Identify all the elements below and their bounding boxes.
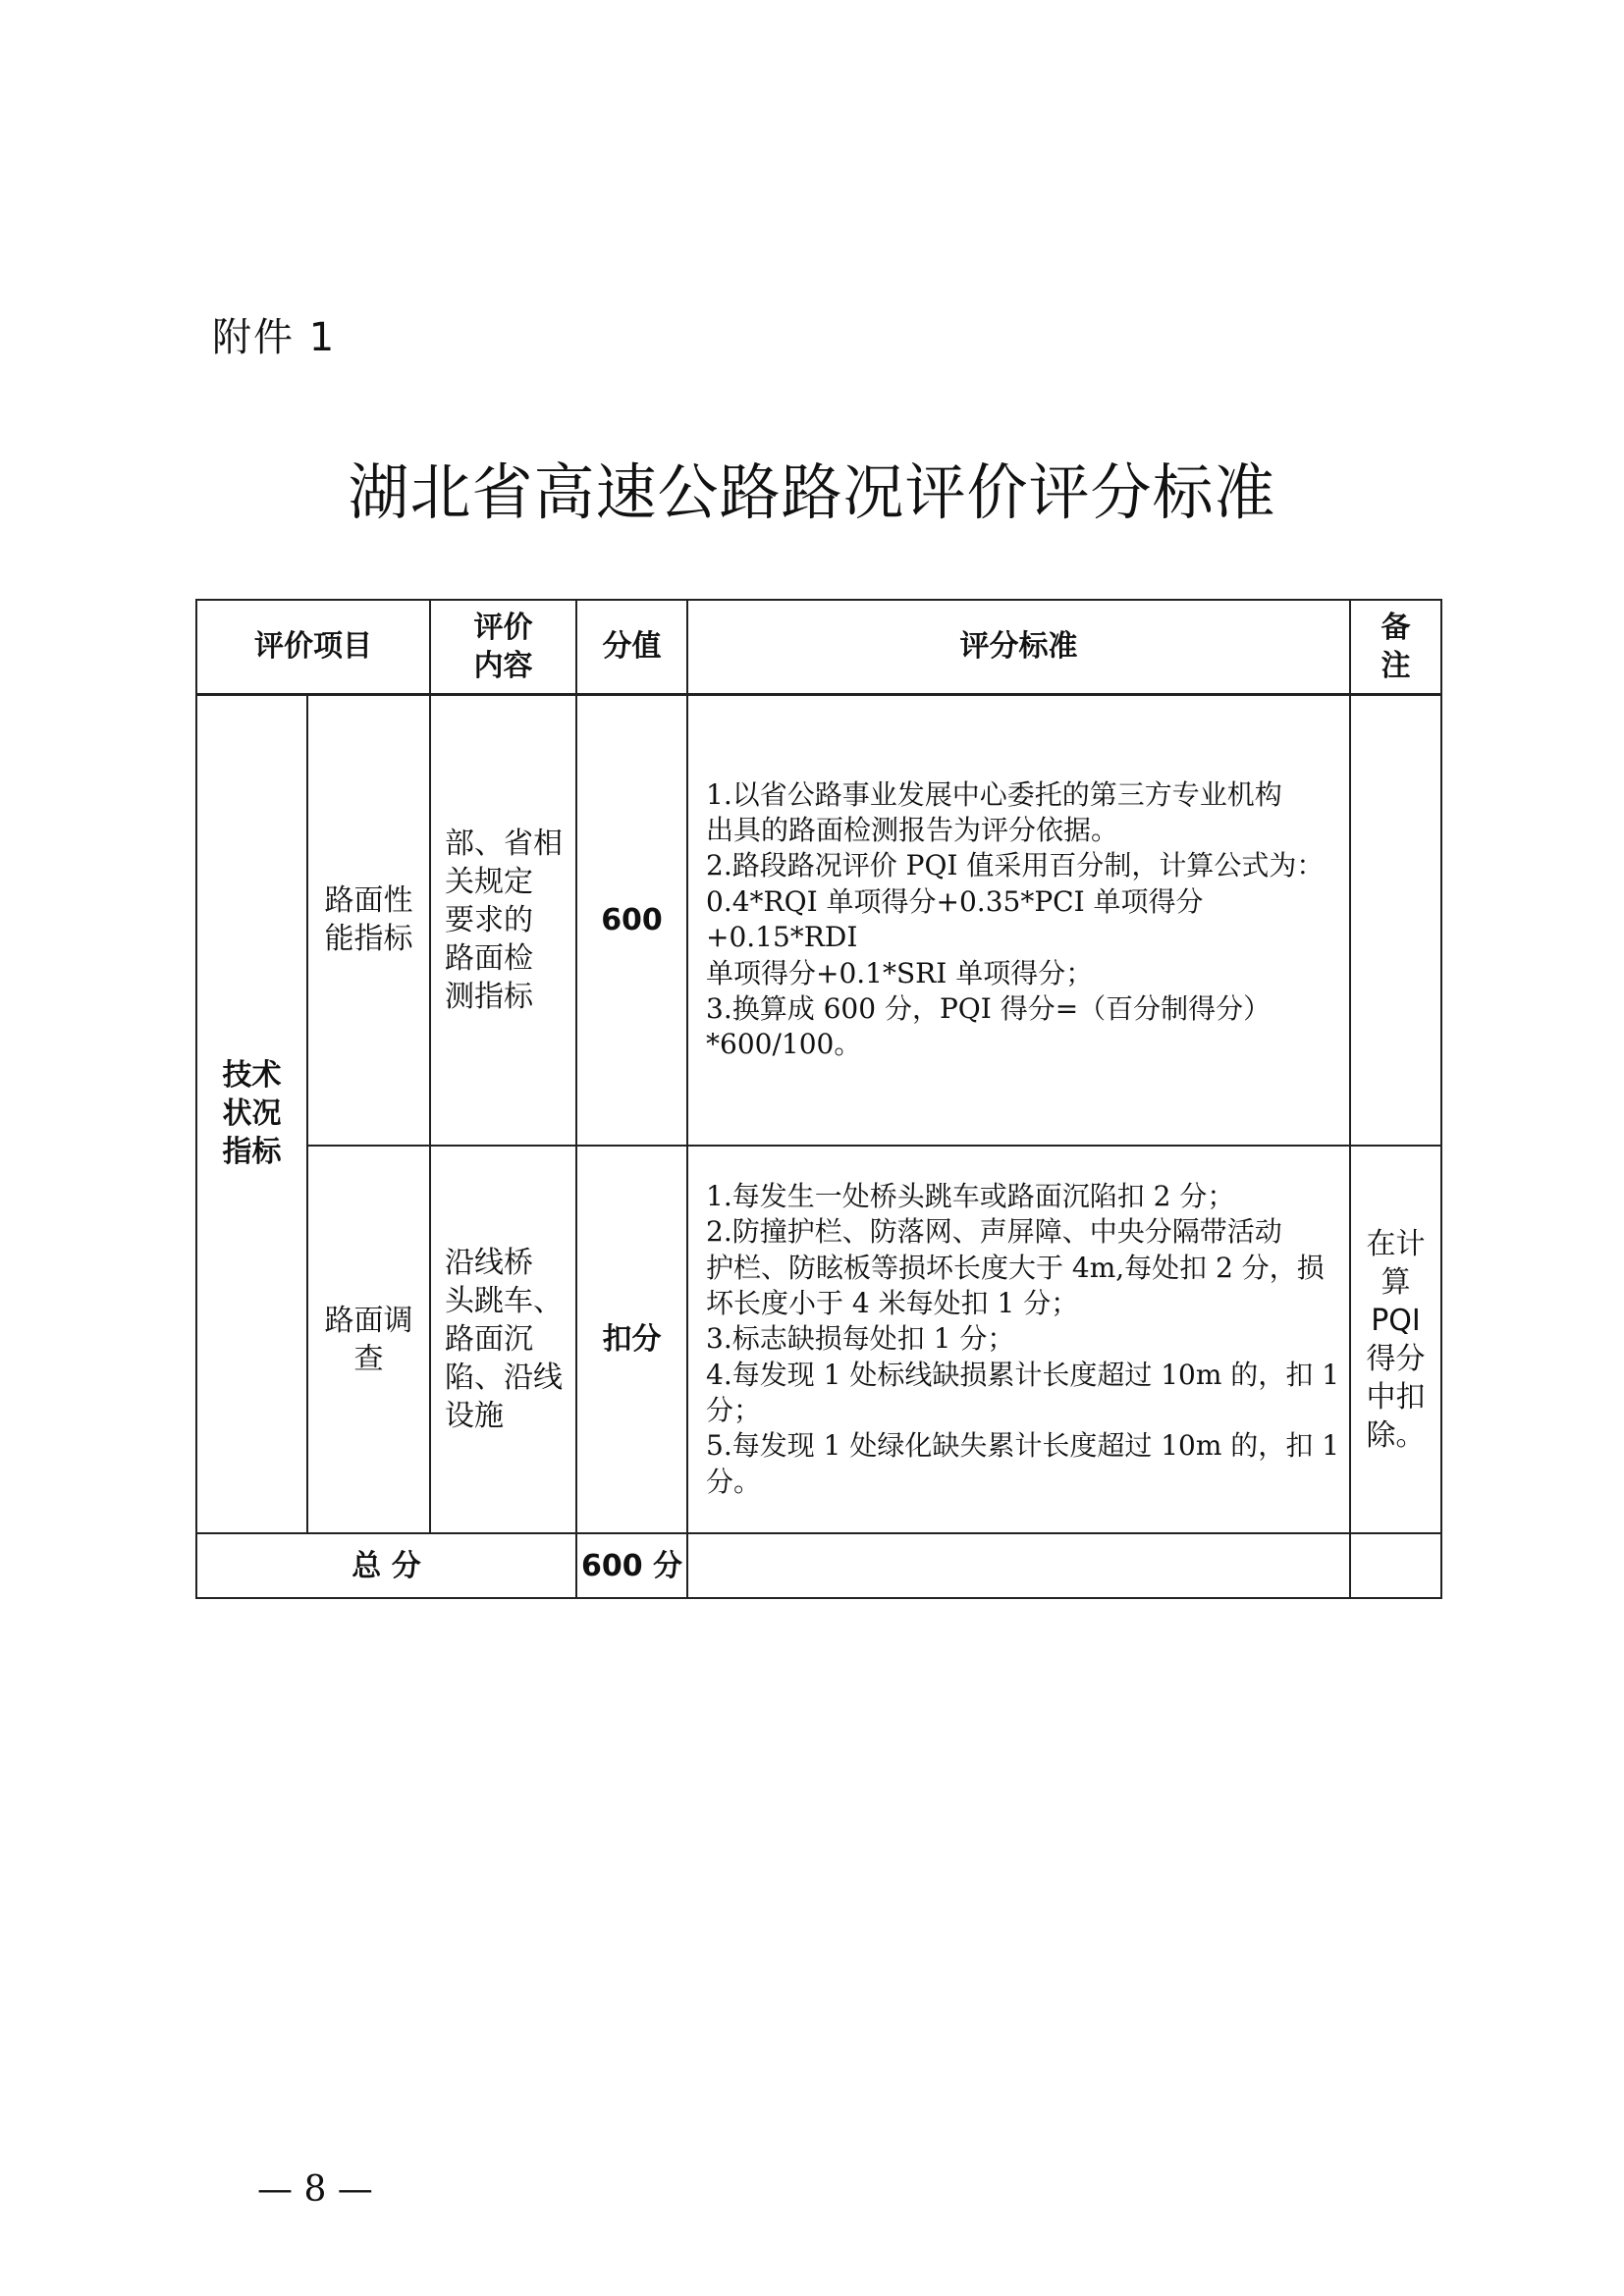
content-cell: 部、省相 关规定 要求的 路面检 测指标 — [430, 694, 576, 1146]
category-cell: 技术 状况 指标 — [196, 694, 307, 1533]
header-remarks: 备 注 — [1350, 600, 1441, 694]
subitem-cell: 路面调 查 — [307, 1146, 430, 1533]
remarks-cell — [1350, 694, 1441, 1146]
criteria-cell: 1.以省公路事业发展中心委托的第三方专业机构 出具的路面检测报告为评分依据。 2.路段路况评价 PQI 值采用百分制，计算公式为： 0.4*RQI 单项得分+0.35*PCI 单项得分+0.15*RDI 单项得分+0.1*SRI 单项得分； 3.换算成 600 分，PQI 得分=（百分制得分） *600/100。 — [687, 694, 1350, 1146]
attachment-label: 附件 1 — [212, 315, 337, 360]
table-row — [196, 694, 1441, 1146]
score-cell: 600 — [576, 694, 687, 1146]
scoring-table — [195, 599, 1442, 1599]
total-label-cell: 总 分 — [196, 1533, 576, 1598]
header-score: 分值 — [576, 600, 687, 694]
criteria-cell: 1.每发生一处桥头跳车或路面沉陷扣 2 分； 2.防撞护栏、防落网、声屏障、中央分隔带活动 护栏、防眩板等损坏长度大于 4m,每处扣 2 分，损 坏长度小于 4 米每处扣 1 分； 3.标志缺损每处扣 1 分； 4.每发现 1 处标线缺损累计长度超过 10m 的，扣 1 分； 5.每发现 1 处绿化缺失累计长度超过 10m 的，扣 1 分。 — [687, 1146, 1350, 1533]
total-row — [196, 1533, 1441, 1598]
table-header-row — [196, 600, 1441, 694]
content-cell: 沿线桥 头跳车、 路面沉 陷、沿线 设施 — [430, 1146, 576, 1533]
document-title: 湖北省高速公路路况评价评分标准 — [348, 456, 1276, 528]
header-criteria: 评分标准 — [687, 600, 1350, 694]
total-score-cell: 600 分 — [576, 1533, 687, 1598]
total-criteria-cell — [687, 1533, 1350, 1598]
header-item: 评价项目 — [196, 600, 430, 694]
subitem-cell: 路面性 能指标 — [307, 694, 430, 1146]
score-cell: 扣分 — [576, 1146, 687, 1533]
total-remarks-cell — [1350, 1533, 1441, 1598]
header-content: 评价 内容 — [430, 600, 576, 694]
table-row — [196, 1146, 1441, 1533]
page-number: — 8 — — [257, 2169, 373, 2210]
remarks-cell: 在计 算 PQI 得分 中扣 除。 — [1350, 1146, 1441, 1533]
